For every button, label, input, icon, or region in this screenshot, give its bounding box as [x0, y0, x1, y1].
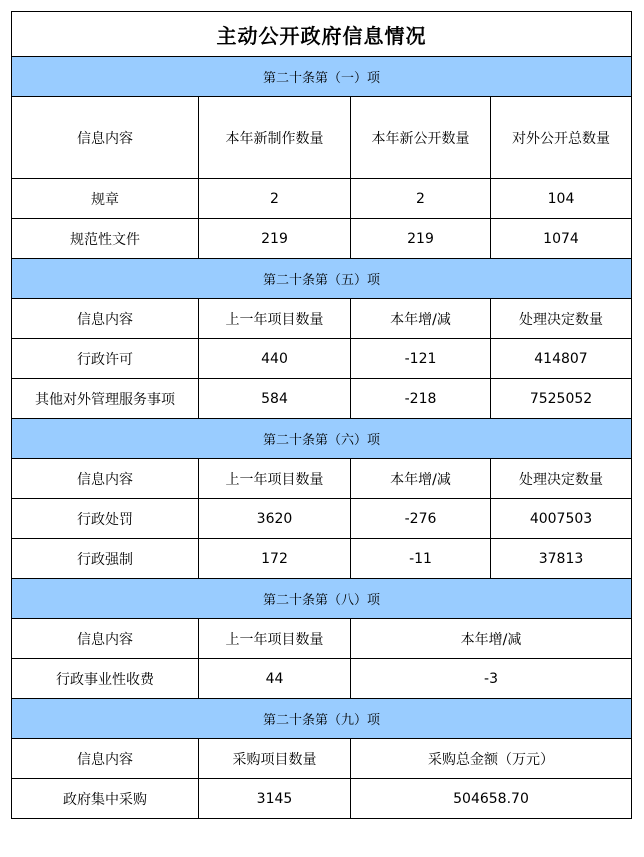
- value-cell: 3620: [199, 499, 351, 539]
- value-cell: 7525052: [491, 379, 632, 419]
- value-cell: -218: [351, 379, 491, 419]
- table-row: [12, 659, 632, 699]
- header-cell: 信息内容: [12, 299, 199, 339]
- header-cell: 信息内容: [12, 739, 199, 779]
- header-cell: 采购总金额（万元）: [351, 739, 632, 779]
- header-cell: 本年增/减: [351, 299, 491, 339]
- header-cell: 处理决定数量: [491, 459, 632, 499]
- value-cell: -3: [351, 659, 632, 699]
- section-title: 第二十条第（六）项: [12, 419, 632, 459]
- header-cell: 上一年项目数量: [199, 299, 351, 339]
- header-cell: 本年新制作数量: [199, 97, 351, 179]
- header-cell: 信息内容: [12, 619, 199, 659]
- row-label: 规章: [12, 179, 199, 219]
- row-label: 其他对外管理服务事项: [12, 379, 199, 419]
- value-cell: 3145: [199, 779, 351, 819]
- value-cell: -276: [351, 499, 491, 539]
- value-cell: -11: [351, 539, 491, 579]
- header-cell: 信息内容: [12, 97, 199, 179]
- value-cell: 2: [351, 179, 491, 219]
- value-cell: 44: [199, 659, 351, 699]
- header-cell: 处理决定数量: [491, 299, 632, 339]
- value-cell: 504658.70: [351, 779, 632, 819]
- value-cell: 219: [199, 219, 351, 259]
- header-cell: 本年增/减: [351, 619, 632, 659]
- row-label: 行政许可: [12, 339, 199, 379]
- value-cell: 2: [199, 179, 351, 219]
- value-cell: 414807: [491, 339, 632, 379]
- row-label: 政府集中采购: [12, 779, 199, 819]
- row-label: 规范性文件: [12, 219, 199, 259]
- row-label: 行政处罚: [12, 499, 199, 539]
- table-row: [12, 339, 632, 379]
- value-cell: 1074: [491, 219, 632, 259]
- header-cell: 本年新公开数量: [351, 97, 491, 179]
- section-title: 第二十条第（九）项: [12, 699, 632, 739]
- header-cell: 上一年项目数量: [199, 459, 351, 499]
- table-row: [12, 539, 632, 579]
- header-cell: 采购项目数量: [199, 739, 351, 779]
- header-cell: 对外公开总数量: [491, 97, 632, 179]
- value-cell: 440: [199, 339, 351, 379]
- section-title: 第二十条第（一）项: [12, 57, 632, 97]
- value-cell: 37813: [491, 539, 632, 579]
- header-cell: 本年增/减: [351, 459, 491, 499]
- value-cell: 172: [199, 539, 351, 579]
- table-row: [12, 779, 632, 819]
- value-cell: 219: [351, 219, 491, 259]
- section-title: 第二十条第（五）项: [12, 259, 632, 299]
- value-cell: 104: [491, 179, 632, 219]
- section-title: 第二十条第（八）项: [12, 579, 632, 619]
- table-row: [12, 219, 632, 259]
- row-label: 行政强制: [12, 539, 199, 579]
- header-cell: 上一年项目数量: [199, 619, 351, 659]
- header-cell: 信息内容: [12, 459, 199, 499]
- table-title: 主动公开政府信息情况: [12, 12, 632, 57]
- value-cell: -121: [351, 339, 491, 379]
- row-label: 行政事业性收费: [12, 659, 199, 699]
- disclosure-table: [11, 11, 632, 819]
- table-row: [12, 499, 632, 539]
- table-row: [12, 379, 632, 419]
- value-cell: 584: [199, 379, 351, 419]
- value-cell: 4007503: [491, 499, 632, 539]
- table-row: [12, 179, 632, 219]
